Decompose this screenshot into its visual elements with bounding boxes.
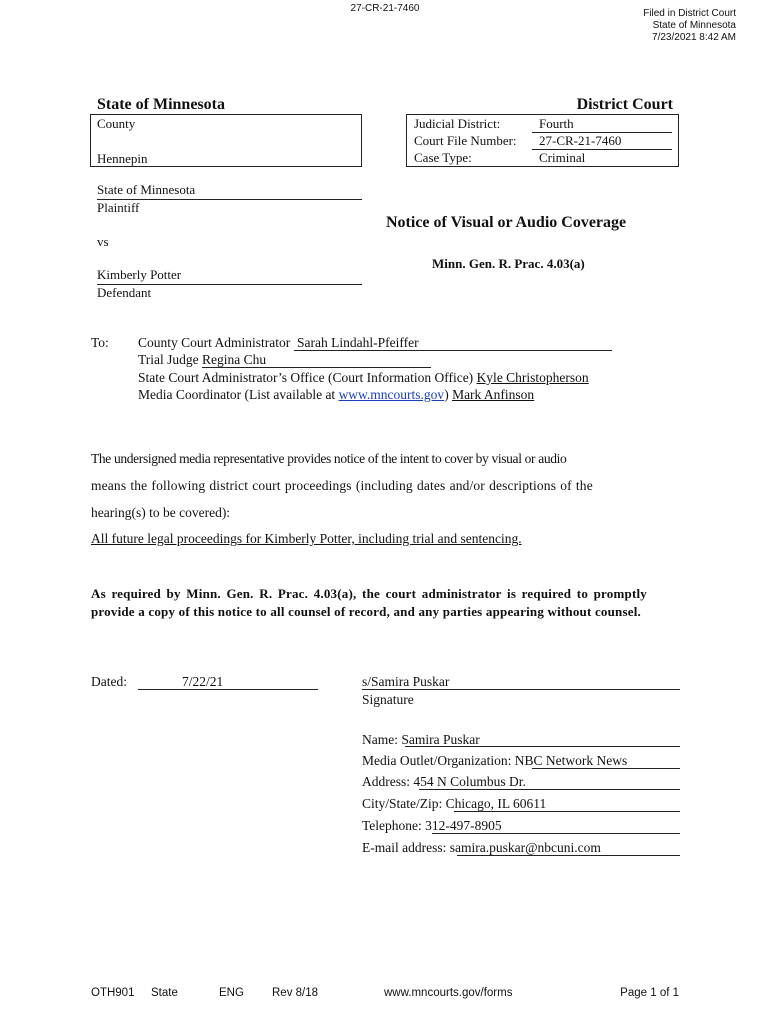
case-type-label: Case Type: (414, 150, 472, 165)
stamp-line-3: 7/23/2021 8:42 AM (652, 32, 736, 43)
footer-scope: State (151, 987, 178, 999)
judge-label: Trial Judge (138, 352, 199, 367)
to-label: To: (91, 335, 109, 350)
email-label: E-mail address: (362, 840, 447, 855)
district-value: Fourth (539, 116, 574, 131)
body-line-3: hearing(s) to be covered): (91, 505, 231, 520)
phone-label: Telephone: (362, 818, 422, 833)
to-court-admin (138, 335, 612, 351)
required-notice: As required by Minn. Gen. R. Prac. 4.03(a), the court administrator is required to promptly provide a copy of this notice to all counsel of record, and any parties appearing without counsel. (91, 586, 647, 619)
defendant-label: Defendant (97, 285, 152, 300)
judge-name-field (202, 353, 431, 368)
to-judge (138, 352, 431, 368)
outlet-value: NBC Network News (514, 753, 628, 768)
signature-label: Signature (362, 692, 414, 707)
footer-language: ENG (219, 987, 244, 999)
stamp-line-1: Filed in District Court (643, 8, 736, 19)
media-coord-label: Media Coordinator (List available at (138, 387, 336, 402)
county-value: Hennepin (97, 151, 148, 166)
city-row (362, 796, 546, 812)
dated-label: Dated: (91, 674, 127, 689)
outlet-row (362, 753, 627, 769)
court-admin-name: Sarah Lindahl-Pfeiffer (297, 335, 419, 350)
to-state-admin (138, 370, 589, 386)
email-row (362, 840, 601, 856)
state-heading: State of Minnesota (97, 96, 225, 113)
city-value: Chicago, IL 60611 (445, 796, 547, 811)
phone-value: 312-497-8905 (425, 818, 502, 833)
district-box (406, 114, 679, 167)
state-admin-label: State Court Administrator’s Office (Court Information Office) (138, 370, 474, 385)
footer-revision: Rev 8/18 (272, 987, 319, 999)
footer-form-id: OTH901 (91, 987, 135, 999)
filing-stamp (643, 8, 736, 44)
address-value: 454 N Columbus Dr. (413, 774, 526, 789)
header-file-number: 27-CR-21-7460 (350, 3, 420, 14)
media-coord-name: Mark Anfinson (452, 387, 535, 402)
outlet-label: Media Outlet/Organization: (362, 753, 512, 768)
address-row (362, 774, 526, 790)
footer-page-number: Page 1 of 1 (620, 987, 679, 999)
signature-value: s/Samira Puskar (362, 674, 450, 689)
address-label: Address: (362, 774, 410, 789)
city-label: City/State/Zip: (362, 796, 443, 811)
proceedings-description: All future legal proceedings for Kimberly Potter, including trial and sentencing. (91, 531, 522, 546)
county-box (90, 114, 362, 167)
versus-label: vs (97, 234, 109, 249)
case-type-value: Criminal (539, 150, 586, 165)
phone-row (362, 818, 502, 834)
media-coord-close: ) (444, 387, 449, 402)
state-admin-name: Kyle Christopherson (476, 370, 589, 385)
plaintiff-name: State of Minnesota (97, 182, 196, 197)
county-label: County (97, 116, 136, 131)
footer-forms-url[interactable]: www.mncourts.gov/forms (384, 987, 513, 999)
court-admin-label: County Court Administrator (138, 335, 291, 350)
court-admin-name-field (294, 336, 612, 351)
body-line-1: The undersigned media representative provides notice of the intent to cover by visual or audio (91, 451, 567, 466)
plaintiff-label: Plaintiff (97, 200, 140, 215)
rule-citation: Minn. Gen. R. Prac. 4.03(a) (432, 256, 585, 271)
court-heading: District Court (576, 96, 673, 113)
document-title: Notice of Visual or Audio Coverage (386, 214, 627, 231)
file-number-value: 27-CR-21-7460 (539, 133, 622, 148)
name-value: Samira Puskar (401, 732, 480, 747)
dated-value: 7/22/21 (182, 674, 224, 689)
defendant-name: Kimberly Potter (97, 267, 182, 282)
file-number-label: Court File Number: (414, 133, 517, 148)
body-line-2: means the following district court proceedings (including dates and/or descriptions of the (91, 478, 593, 493)
email-value: samira.puskar@nbcuni.com (449, 840, 601, 855)
name-label: Name: (362, 732, 398, 747)
judge-name: Regina Chu (202, 352, 267, 367)
to-media-coordinator (138, 387, 534, 403)
mncourts-link[interactable]: www.mncourts.gov (338, 387, 445, 402)
district-label: Judicial District: (414, 116, 501, 131)
stamp-line-2: State of Minnesota (652, 20, 736, 31)
